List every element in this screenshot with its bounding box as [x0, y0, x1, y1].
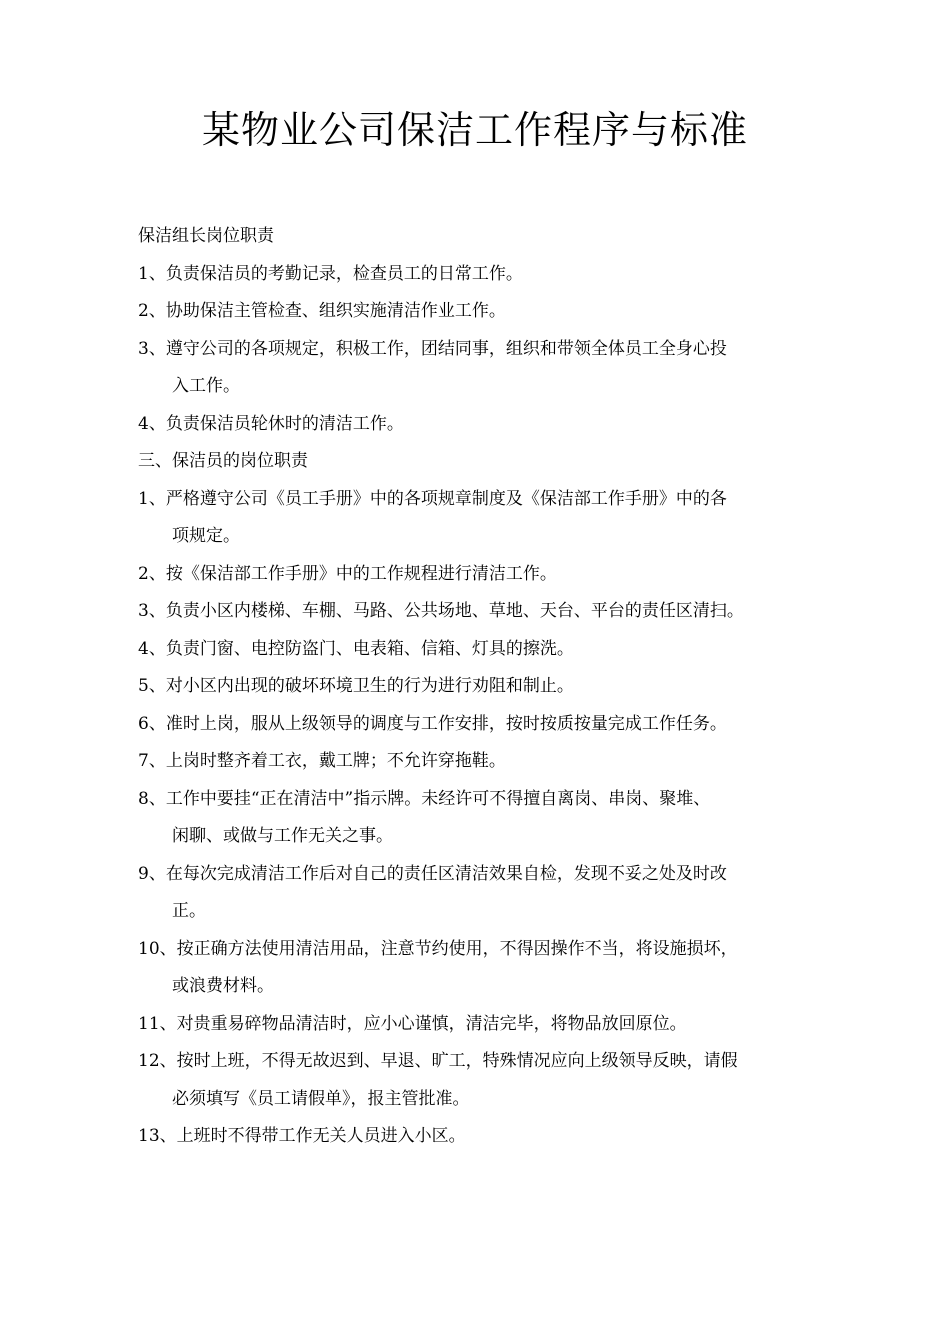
list-item: 1、负责保洁员的考勤记录，检查员工的日常工作。: [138, 263, 523, 284]
list-item: 6、准时上岗，服从上级领导的调度与工作安排，按时按质按量完成工作任务。: [138, 713, 727, 734]
document-body: [138, 218, 828, 1156]
list-item-continuation: 入工作。: [172, 376, 240, 396]
list-item: 7、上岗时整齐着工衣，戴工牌；不允许穿拖鞋。: [138, 751, 506, 771]
list-item: 10、按正确方法使用清洁用品，注意节约使用，不得因操作不当，将设施损坏，: [138, 938, 738, 959]
list-item: 11、对贵重易碎物品清洁时，应小心谨慎，清洁完毕，将物品放回原位。: [138, 1013, 687, 1034]
list-item-continuation: 正。: [172, 901, 206, 921]
list-item: 3、遵守公司的各项规定，积极工作，团结同事，组织和带领全体员工全身心投: [138, 338, 727, 359]
list-item: 4、负责门窗、电控防盗门、电表箱、信箱、灯具的擦洗。: [138, 638, 574, 659]
list-item: 4、负责保洁员轮休时的清洁工作。: [138, 413, 404, 434]
list-item: 2、按《保洁部工作手册》中的工作规程进行清洁工作。: [138, 563, 557, 584]
list-item-continuation: 或浪费材料。: [172, 976, 274, 996]
list-item: 13、上班时不得带工作无关人员进入小区。: [138, 1126, 466, 1146]
list-item: 3、负责小区内楼梯、车棚、马路、公共场地、草地、天台、平台的责任区清扫。: [138, 601, 744, 621]
section-heading-team-leader: 保洁组长岗位职责: [138, 226, 274, 246]
list-item-continuation: 闲聊、或做与工作无关之事。: [172, 826, 393, 846]
list-item: 5、对小区内出现的破坏环境卫生的行为进行劝阻和制止。: [138, 676, 574, 696]
list-item-continuation: 必须填写《员工请假单》，报主管批准。: [172, 1088, 470, 1109]
list-item: 8、工作中要挂“正在清洁中”指示牌。未经许可不得擅自离岗、串岗、聚堆、: [138, 788, 711, 809]
list-item: 2、协助保洁主管检查、组织实施清洁作业工作。: [138, 301, 506, 321]
list-item: 9、在每次完成清洁工作后对自己的责任区清洁效果自检，发现不妥之处及时改: [138, 863, 727, 884]
list-item: 12、按时上班，不得无故迟到、早退、旷工，特殊情况应向上级领导反映，请假: [138, 1051, 738, 1071]
document-title: 某物业公司保洁工作程序与标准: [201, 108, 748, 152]
section-heading-cleaner: 三、保洁员的岗位职责: [138, 451, 308, 471]
list-item: 1、严格遵守公司《员工手册》中的各项规章制度及《保洁部工作手册》中的各: [138, 488, 727, 509]
list-item-continuation: 项规定。: [172, 526, 240, 546]
